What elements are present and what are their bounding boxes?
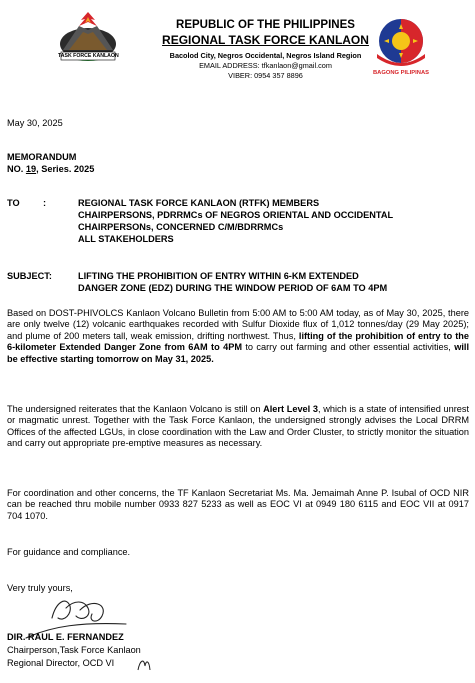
signatory-title-1: Chairperson,Task Force Kanlaon — [7, 645, 141, 655]
to-recipient-2: CHAIRPERSONS, PDRRMCs OF NEGROS ORIENTAL AND OCCIDENTAL — [78, 210, 394, 220]
memo-number — [7, 164, 94, 174]
para1-text-a: Based on DOST-PHIVOLCS Kanlaon Volcano Bulletin from 5:00 AM to 5:00 AM today, as of May 30, 2025, there are only twelve (12) volcanic earthquakes recorded with Sulfur Dioxide flux of 1,012 tonnes/day (29 May 2025); and plume of 200 meters tall, weak emission, drifting northwest. Thus, — [7, 308, 469, 341]
memo-date: May 30, 2025 — [7, 118, 63, 128]
to-recipient-4: ALL STAKEHOLDERS — [78, 234, 174, 244]
to-recipient-3: CHAIRPERSONs, CONCERNED C/M/BDRRMCs — [78, 222, 284, 232]
paragraph-alert-level — [7, 404, 469, 450]
memo-no-prefix: NO. — [7, 164, 26, 174]
paragraph-guidance: For guidance and compliance. — [7, 547, 131, 557]
right-logo-text: BAGONG PILIPINAS — [372, 70, 430, 76]
subject-label: SUBJECT: — [7, 271, 52, 281]
office-title: REGIONAL TASK FORCE KANLAON — [162, 33, 369, 47]
memo-label: MEMORANDUM — [7, 152, 77, 162]
republic-line: REPUBLIC OF THE PHILIPPINES — [176, 19, 355, 31]
to-colon: : — [43, 198, 47, 208]
email-address: EMAIL ADDRESS: tfkanlaon@gmail.com — [199, 61, 332, 70]
subject-line-1: LIFTING THE PROHIBITION OF ENTRY WITHIN 6-KM EXTENDED — [78, 271, 359, 281]
para2-text-a: The undersigned reiterates that the Kanlaon Volcano is still on — [7, 404, 264, 414]
para2-text-c: , which is a state of intensified unrest or magmatic unrest. Together with the Task Force Kanlaon, the undersigned strongly advises the Local DRRM Offices of the affected LGUs, in close coordination with the Law and Order Cluster, to strictly monitor the situation and carry out appropriate pre-emptive measures as necessary. — [7, 404, 470, 449]
office-address: Bacolod City, Negros Occidental, Negros Island Region — [169, 51, 362, 60]
paragraph-bulletin — [7, 308, 469, 365]
paragraph-coordination: For coordination and other concerns, the TF Kanlaon Secretariat Ms. Ma. Jemaimah Anne P. Isubal of OCD NIR can be reached thru mobile number 0933 827 5233 as well as EOC VI at 0949 180 6115 and EOC VII at 0917 704 1070. — [7, 488, 469, 521]
to-label: TO — [7, 198, 20, 208]
memo-no-value: 19 — [25, 164, 37, 174]
closing-salutation: Very truly yours, — [7, 583, 73, 593]
para1-text-c: to carry out farming and other essential activities, — [242, 342, 455, 353]
para1-text-b: lifting of the prohibition of entry to the 6-kilometer Extended Danger Zone from 6AM to 4PM — [7, 330, 469, 353]
handwritten-initials — [136, 656, 152, 674]
signatory-title-2: Regional Director, OCD VI — [7, 658, 115, 668]
viber-number: VIBER: 0954 357 8896 — [228, 71, 303, 80]
para2-text-b: Alert Level 3 — [263, 404, 318, 414]
para1-text-d: will be effective starting tomorrow on May 31, 2025. — [7, 342, 470, 364]
to-recipient-1: REGIONAL TASK FORCE KANLAON (RTFK) MEMBERS — [78, 198, 320, 208]
memo-no-suffix: , Series. 2025 — [36, 164, 95, 174]
bagong-pilipinas-logo — [371, 14, 431, 70]
subject-line-2: DANGER ZONE (EDZ) DURING THE WINDOW PERIOD OF 6AM TO 4PM — [78, 283, 388, 293]
left-logo-text: TASK FORCE KANLAON — [58, 53, 119, 59]
signatory-name: DIR. RAUL E. FERNANDEZ — [7, 632, 124, 642]
